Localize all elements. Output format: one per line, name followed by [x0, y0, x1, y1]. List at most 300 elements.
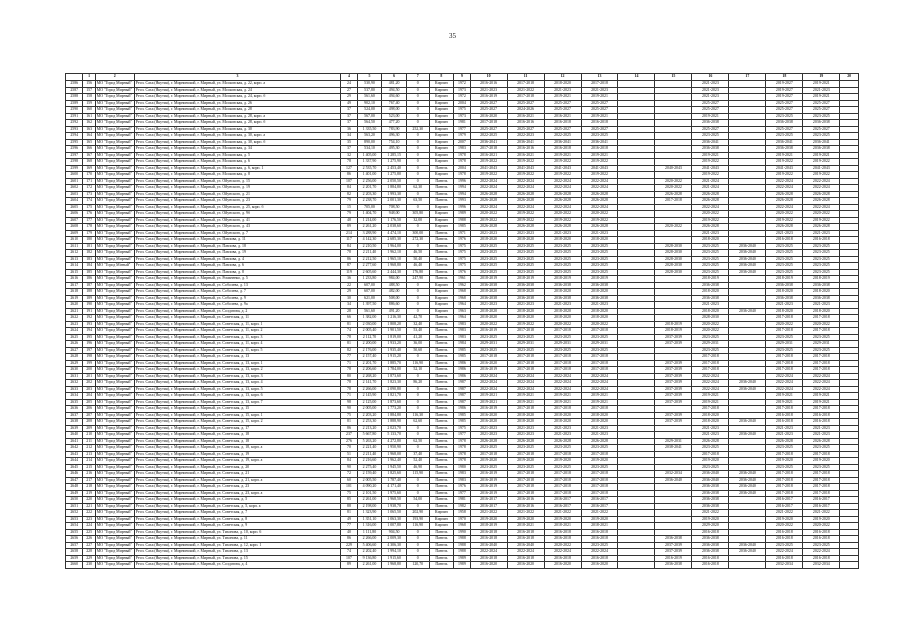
table-cell: Респ. Саха (Якутия), г. Мирнинский, г. Мирный, ул. Павлова, д. 11 — [134, 237, 340, 244]
table-cell: 2022-2024 — [507, 373, 544, 380]
table-cell: 192 — [83, 315, 95, 322]
table-cell: 2016-2018 — [544, 120, 581, 127]
table-cell: Респ. Саха (Якутия), г. Мирнинский, г. Мирный, ул. Советская, д. 20 — [134, 464, 340, 471]
table-cell: 948,00 — [382, 211, 407, 218]
table-cell: 46,50 — [406, 250, 429, 257]
table-cell: 1 938,70 — [382, 503, 407, 510]
table-cell: МО "Город Мирный" — [95, 217, 134, 224]
table-cell: 2019-2021 — [766, 393, 803, 400]
table-body — [66, 81, 859, 569]
table-cell: 2019-2022 — [581, 172, 618, 179]
table-cell: 2 605,60 — [357, 269, 382, 276]
table-cell: 2655 — [66, 529, 83, 536]
table-cell: Респ. Саха (Якутия), г. Мирнинский, г. Мирный, ул. Московская, д. 24 — [134, 87, 340, 94]
table-cell: 2036-2038 — [803, 146, 840, 153]
table-cell: 2018-2019 — [470, 523, 507, 530]
table-cell: 2017-2018 — [544, 471, 581, 478]
table-cell: 1983 — [454, 328, 470, 335]
table-row — [66, 308, 859, 315]
table-cell: 2019-2020 — [803, 516, 840, 523]
table-cell: 2 277,60 — [357, 263, 382, 270]
table-cell: 1 873,60 — [382, 373, 407, 380]
table-cell: 2017-2018 — [507, 367, 544, 374]
table-cell: 2036-2038 — [692, 536, 729, 543]
table-cell: Респ. Саха (Якутия), г. Мирнинский, г. Мирный, ул. Советская, д. 11, корп. 3 — [134, 334, 340, 341]
table-cell: 252,30 — [406, 126, 429, 133]
table-cell: 1 214,00 — [357, 217, 382, 224]
table-cell: Панель — [429, 419, 454, 426]
table-cell: 2 266,00 — [357, 536, 382, 543]
table-cell: 2023-2025 — [581, 250, 618, 257]
table-cell: 2023-2025 — [766, 347, 803, 354]
table-cell: 4 142,30 — [357, 237, 382, 244]
table-cell: 1976 — [454, 269, 470, 276]
table-cell: 42,70 — [406, 315, 429, 322]
table-cell: 213 — [83, 451, 95, 458]
table-cell: 2019-2020 — [544, 458, 581, 465]
table-cell: 2 253,30 — [357, 419, 382, 426]
table-cell: 2018-2020 — [544, 412, 581, 419]
table-cell: 207 — [83, 412, 95, 419]
table-cell: Респ. Саха (Якутия), г. Мирнинский, г. Мирный, ул. Советская, д. 15, корп. 2 — [134, 419, 340, 426]
table-cell: 2597 — [66, 152, 83, 159]
table-cell: 2023-2025 — [507, 334, 544, 341]
table-cell: 2588 — [66, 94, 83, 101]
table-cell: 2025-2027 — [692, 100, 729, 107]
table-cell: 537,80 — [357, 87, 382, 94]
table-cell: 2023-2025 — [692, 243, 729, 250]
table-cell: 41,20 — [406, 334, 429, 341]
table-cell: 2017-2018 — [581, 477, 618, 484]
table-cell: Респ. Саха (Якутия), г. Мирнинский, г. Мирный, ул. Московская, д. 30, корп. а — [134, 133, 340, 140]
table-cell: 2028-2030 — [655, 263, 692, 270]
table-cell: 2021-2023 — [544, 87, 581, 94]
table-cell: 2019-2021 — [803, 152, 840, 159]
table-cell: 1 808,20 — [382, 321, 407, 328]
table-cell: 2021-2023 — [692, 94, 729, 101]
table-cell: 2022-2024 — [692, 204, 729, 211]
table-cell: 87 — [341, 263, 357, 270]
table-cell: Респ. Саха (Якутия), г. Мирнинский, г. Мирный, ул. Московская, д. 28 — [134, 107, 340, 114]
table-cell: 2023-2025 — [470, 347, 507, 354]
table-cell: 1989 — [454, 562, 470, 569]
table-cell: 2036-2041 — [803, 139, 840, 146]
table-cell: Кирпич — [429, 282, 454, 289]
table-cell: 534,10 — [357, 146, 382, 153]
table-cell: 2634 — [66, 393, 83, 400]
table-cell: 2037-2039 — [655, 393, 692, 400]
table-cell: 2023-2025 — [766, 263, 803, 270]
table-cell: Панель — [429, 347, 454, 354]
table-cell: 37 — [341, 120, 357, 127]
table-cell: 4 272,80 — [382, 438, 407, 445]
table-cell: 2019-2021 — [581, 399, 618, 406]
table-cell: Кирпич — [429, 94, 454, 101]
table-cell: 74 — [341, 328, 357, 335]
table-cell: 2020-2022 — [766, 321, 803, 328]
table-cell: 2022-2024 — [544, 386, 581, 393]
table-cell: 2021-2023 — [581, 87, 618, 94]
table-cell: 2018-2020 — [766, 289, 803, 296]
table-cell: 2023-2025 — [581, 542, 618, 549]
table-cell: 2022-2024 — [507, 380, 544, 387]
table-cell: 2029-2031 — [655, 438, 692, 445]
table-cell: 2 261,20 — [357, 224, 382, 231]
table-cell: 2023-2025 — [581, 133, 618, 140]
table-cell: 0 — [406, 282, 429, 289]
column-number-5: 5 — [357, 74, 382, 81]
table-cell: 2023-2025 — [803, 250, 840, 257]
table-cell: Респ. Саха (Якутия), г. Мирнинский, г. Мирный, ул. Советская, д. 9 — [134, 523, 340, 530]
table-cell: 208 — [83, 419, 95, 426]
table-cell: 1 823,30 — [382, 380, 407, 387]
table-cell: 2023-2025 — [507, 464, 544, 471]
table-cell: 2 125,00 — [357, 399, 382, 406]
table-cell: 2019-2020 — [692, 458, 729, 465]
table-cell: 2021-2023 — [470, 230, 507, 237]
table-cell: 1 007,80 — [382, 523, 407, 530]
table-cell: Кирпич — [429, 516, 454, 523]
table-cell: 2026-2028 — [766, 191, 803, 198]
table-cell: 2017-2018 — [470, 120, 507, 127]
table-cell: 2017-2018 — [544, 451, 581, 458]
table-cell: 2022-2024 — [507, 549, 544, 556]
table-cell: 2021-2022 — [581, 510, 618, 517]
table-row — [66, 490, 859, 497]
table-cell: 2016-2018 — [544, 536, 581, 543]
table-cell: Панель — [429, 412, 454, 419]
table-cell: 159 — [83, 100, 95, 107]
table-cell: Респ. Саха (Якутия), г. Мирнинский, г. Мирный, ул. Московская, д. 28, корп. а — [134, 113, 340, 120]
table-cell: 0 — [406, 477, 429, 484]
table-cell: 2641 — [66, 438, 83, 445]
table-cell: 2025-2027 — [470, 126, 507, 133]
table-cell: 2018-2020 — [581, 308, 618, 315]
table-cell: 2621 — [66, 308, 83, 315]
table-cell: 178 — [83, 224, 95, 231]
table-cell: 1975 — [454, 256, 470, 263]
table-cell: 2023-2025 — [544, 334, 581, 341]
table-cell: 0 — [406, 289, 429, 296]
table-cell: 2016-2018 — [581, 120, 618, 127]
table-cell: 2018-2020 — [544, 315, 581, 322]
table-cell: 204 — [83, 393, 95, 400]
table-cell: 27 — [341, 87, 357, 94]
table-cell: 2016-2018 — [544, 529, 581, 536]
table-cell: Панель — [429, 185, 454, 192]
table-row — [66, 419, 859, 426]
table-cell: 2023-2025 — [803, 133, 840, 140]
table-cell: 2018-2020 — [803, 289, 840, 296]
table-cell: 2022-2024 — [581, 204, 618, 211]
table-cell: 607,00 — [357, 282, 382, 289]
table-cell: 2018-2021 — [544, 523, 581, 530]
table-cell: 1 884,80 — [382, 185, 407, 192]
table-cell: 2019-2022 — [507, 172, 544, 179]
table-cell: 1 337,90 — [357, 159, 382, 166]
table-cell: 2642 — [66, 445, 83, 452]
table-cell: 2017-2018 — [470, 354, 507, 361]
table-cell: 2021-2023 — [470, 425, 507, 432]
table-cell: 2614 — [66, 263, 83, 270]
table-cell: МО "Город Мирный" — [95, 529, 134, 536]
table-cell: 2041-2043 — [692, 165, 729, 172]
table-cell: 1 885,70 — [382, 360, 407, 367]
table-cell: 2041-2043 — [544, 165, 581, 172]
table-cell: МО "Город Мирный" — [95, 432, 134, 439]
table-cell: 2021-2023 — [581, 425, 618, 432]
column-number-10: 10 — [470, 74, 507, 81]
table-cell: 1978 — [454, 445, 470, 452]
table-cell: 2022-2024 — [581, 178, 618, 185]
table-cell: 2590 — [66, 107, 83, 114]
table-cell: 2023-2025 — [470, 263, 507, 270]
table-cell: 81 — [341, 341, 357, 348]
table-cell: 1980 — [454, 464, 470, 471]
table-cell: 2041-2043 — [507, 165, 544, 172]
table-cell: 2036-2040 — [729, 263, 766, 270]
table-cell: 2018-2020 — [507, 289, 544, 296]
table-cell: 1 825,60 — [382, 471, 407, 478]
table-cell: 1982 — [454, 503, 470, 510]
table-cell: 2020-2022 — [766, 523, 803, 530]
table-cell: МО "Город Мирный" — [95, 230, 134, 237]
table-cell: 2023-2025 — [803, 113, 840, 120]
table-cell: 2625 — [66, 334, 83, 341]
table-cell: 523,00 — [382, 113, 407, 120]
table-cell: 227 — [83, 542, 95, 549]
table-cell: 2019-2022 — [544, 159, 581, 166]
table-cell: 1 063,30 — [382, 516, 407, 523]
table-cell: 174 — [83, 198, 95, 205]
table-cell: 2021-2023 — [692, 230, 729, 237]
table-cell: 2 213,20 — [357, 425, 382, 432]
table-cell: 2 200,00 — [357, 341, 382, 348]
table-cell: Респ. Саха (Якутия), г. Мирнинский, г. Мирный, ул. Советская, д. 11, корп. 5 — [134, 347, 340, 354]
table-cell: 2016-2017 — [544, 503, 581, 510]
table-cell: 1972 — [454, 94, 470, 101]
table-cell: 2017-2018 — [544, 367, 581, 374]
table-cell: 0 — [406, 87, 429, 94]
table-cell: 2021-2023 — [692, 432, 729, 439]
table-cell: 127 — [341, 165, 357, 172]
table-cell: 2023-2025 — [507, 263, 544, 270]
table-cell: 176,80 — [406, 269, 429, 276]
table-cell: 2018-2020 — [766, 308, 803, 315]
table-cell: 2659 — [66, 555, 83, 562]
table-cell: 2021-2023 — [692, 425, 729, 432]
table-cell: 189 — [83, 295, 95, 302]
table-cell: 2018-2020 — [692, 412, 729, 419]
table-cell: 1981 — [454, 120, 470, 127]
table-cell: 2017-2018 — [581, 484, 618, 491]
table-cell: 77 — [341, 523, 357, 530]
table-cell: 1 964,00 — [382, 243, 407, 250]
table-cell: 2019-2020 — [581, 516, 618, 523]
table-cell: 1975 — [454, 263, 470, 270]
table-cell: 86 — [341, 536, 357, 543]
table-cell: 37 — [341, 107, 357, 114]
table-cell: 2016-2017 — [470, 503, 507, 510]
table-cell: 2629 — [66, 360, 83, 367]
table-cell: 2018-2020 — [581, 289, 618, 296]
table-cell: МО "Город Мирный" — [95, 503, 134, 510]
table-cell: 2026-2028 — [581, 438, 618, 445]
table-cell: Респ. Саха (Якутия), г. Мирнинский, г. Мирный, ул. Соболева, д. 13 — [134, 282, 340, 289]
table-cell: 1 351,10 — [357, 516, 382, 523]
table-cell: 2022-2024 — [507, 386, 544, 393]
table-cell: 2023-2025 — [581, 445, 618, 452]
table-cell: 2 685,30 — [382, 237, 407, 244]
table-cell: 79 — [341, 198, 357, 205]
table-cell: 46,40 — [406, 263, 429, 270]
table-cell: 2016-2018 — [803, 237, 840, 244]
table-cell: 1986 — [454, 367, 470, 374]
table-cell: 2018-2020 — [581, 419, 618, 426]
table-cell: 2026-2028 — [544, 224, 581, 231]
table-cell: 2652 — [66, 510, 83, 517]
table-cell: 1964 — [454, 315, 470, 322]
table-cell: 2023-2025 — [692, 256, 729, 263]
table-cell: 0 — [406, 139, 429, 146]
table-cell: Респ. Саха (Якутия), г. Мирнинский, г. Мирный, ул. Московская, д. 22, корп. а — [134, 81, 340, 88]
table-cell: 2036-2038 — [692, 497, 729, 504]
table-cell: МО "Город Мирный" — [95, 289, 134, 296]
table-cell: 1983 — [454, 334, 470, 341]
table-cell: 2589 — [66, 100, 83, 107]
table-cell: 2036-2038 — [766, 146, 803, 153]
table-cell: Панель — [429, 529, 454, 536]
table-cell: 2036-2041 — [544, 139, 581, 146]
table-cell: Респ. Саха (Якутия), г. Мирнинский, г. Мирный, ул. Советская, д. 13, корп. 2 — [134, 367, 340, 374]
table-cell: 82 — [341, 191, 357, 198]
table-cell: 2019-2021 — [544, 399, 581, 406]
table-cell: 184 — [83, 263, 95, 270]
table-cell: 2 275,40 — [357, 464, 382, 471]
table-cell: 66 — [341, 315, 357, 322]
table-cell: МО "Город Мирный" — [95, 185, 134, 192]
table-cell: 1988 — [454, 549, 470, 556]
table-cell: 2 221,40 — [357, 445, 382, 452]
table-cell: 2 201,70 — [357, 360, 382, 367]
table-cell: Кирпич — [429, 81, 454, 88]
table-cell: 2017-2018 — [655, 198, 692, 205]
table-cell: 2022-2024 — [470, 549, 507, 556]
table-cell: 2019-2021 — [692, 399, 729, 406]
table-cell: 2026-2028 — [803, 438, 840, 445]
table-cell: Панель — [429, 542, 454, 549]
table-cell: 2025-2027 — [581, 107, 618, 114]
table-cell: 2018-2020 — [803, 308, 840, 315]
table-cell: 2019-2022 — [507, 159, 544, 166]
table-cell: Панель — [429, 198, 454, 205]
table-cell: 2022-2024 — [544, 178, 581, 185]
table-cell: 2610 — [66, 237, 83, 244]
table-cell: 2016-2018 — [507, 536, 544, 543]
table-cell: МО "Город Мирный" — [95, 159, 134, 166]
table-cell: МО "Город Мирный" — [95, 347, 134, 354]
table-cell: 2019-2020 — [507, 458, 544, 465]
table-cell: 2022-2024 — [766, 386, 803, 393]
table-cell: 1971 — [454, 230, 470, 237]
table-cell: 1 873,60 — [382, 399, 407, 406]
table-cell: 705,00 — [357, 204, 382, 211]
table-cell: 2036-2038 — [655, 536, 692, 543]
table-cell: 2016-2018 — [766, 536, 803, 543]
table-cell: 2018-2020 — [507, 412, 544, 419]
table-cell: 2021-2023 — [544, 425, 581, 432]
table-cell: 2018-2020 — [507, 315, 544, 322]
table-cell: 491,20 — [382, 308, 407, 315]
table-cell: 2018-2020 — [581, 412, 618, 419]
table-cell: 2019-2021 — [581, 94, 618, 101]
table-cell: 2026-2028 — [655, 191, 692, 198]
table-cell: Кирпич — [429, 139, 454, 146]
table-cell: 71 — [341, 393, 357, 400]
table-cell: 89 — [341, 224, 357, 231]
table-cell: 2017-2018 — [507, 94, 544, 101]
table-cell: Респ. Саха (Якутия), г. Мирнинский, г. Мирный, ул. Ойунского, д. 43 — [134, 224, 340, 231]
table-cell: 1987 — [454, 386, 470, 393]
table-cell: Панель — [429, 490, 454, 497]
table-cell: 2023-2025 — [766, 133, 803, 140]
table-cell: 101 — [341, 484, 357, 491]
table-cell: 2595 — [66, 139, 83, 146]
table-cell: 62,60 — [406, 419, 429, 426]
table-cell: МО "Город Мирный" — [95, 204, 134, 211]
table-cell: 194 — [83, 328, 95, 335]
table-cell: 1958 — [454, 510, 470, 517]
table-cell: 2019-2022 — [766, 159, 803, 166]
table-cell: 2022-2024 — [766, 178, 803, 185]
table-cell: 2036-2038 — [692, 282, 729, 289]
table-cell: 2636 — [66, 406, 83, 413]
table-cell: Респ. Саха (Якутия), г. Мирнинский, г. Мирный, ул. Ойунского, д. 9б — [134, 211, 340, 218]
table-cell: 2017-2018 — [507, 81, 544, 88]
table-cell: 15 — [341, 204, 357, 211]
table-cell: 2036-2040 — [729, 269, 766, 276]
table-cell: 2626 — [66, 341, 83, 348]
table-cell: Кирпич — [429, 120, 454, 127]
table-cell: 158 — [83, 94, 95, 101]
table-cell: 2633 — [66, 386, 83, 393]
table-cell: 2019-2021 — [803, 393, 840, 400]
table-cell: 2021-2023 — [544, 230, 581, 237]
table-cell: 2032-2034 — [803, 562, 840, 569]
table-cell: 0 — [406, 204, 429, 211]
table-cell: 0 — [406, 354, 429, 361]
table-cell: 2616 — [66, 276, 83, 283]
table-cell: МО "Город Мирный" — [95, 451, 134, 458]
table-cell: 247,90 — [406, 276, 429, 283]
table-cell: 4 171,40 — [382, 484, 407, 491]
table-cell: 1 945,50 — [382, 464, 407, 471]
table-cell: Респ. Саха (Якутия), г. Мирнинский, г. Мирный, ул. Московская, д. 24, корп. б — [134, 94, 340, 101]
table-cell: 2036-2040 — [729, 477, 766, 484]
table-cell: 0 — [406, 490, 429, 497]
table-cell: 2016-2020 — [507, 562, 544, 569]
table-cell: 2016-2018 — [803, 555, 840, 562]
table-cell: 2019-2020 — [766, 516, 803, 523]
table-cell: 2017-2018 — [581, 328, 618, 335]
table-cell: 2022-2024 — [581, 386, 618, 393]
table-cell: 35 — [341, 139, 357, 146]
table-cell: 2628 — [66, 354, 83, 361]
table-cell: 2016-2020 — [470, 419, 507, 426]
table-cell: 85 — [341, 497, 357, 504]
table-cell: 2016-2017 — [803, 497, 840, 504]
table-cell: 120,70 — [406, 562, 429, 569]
